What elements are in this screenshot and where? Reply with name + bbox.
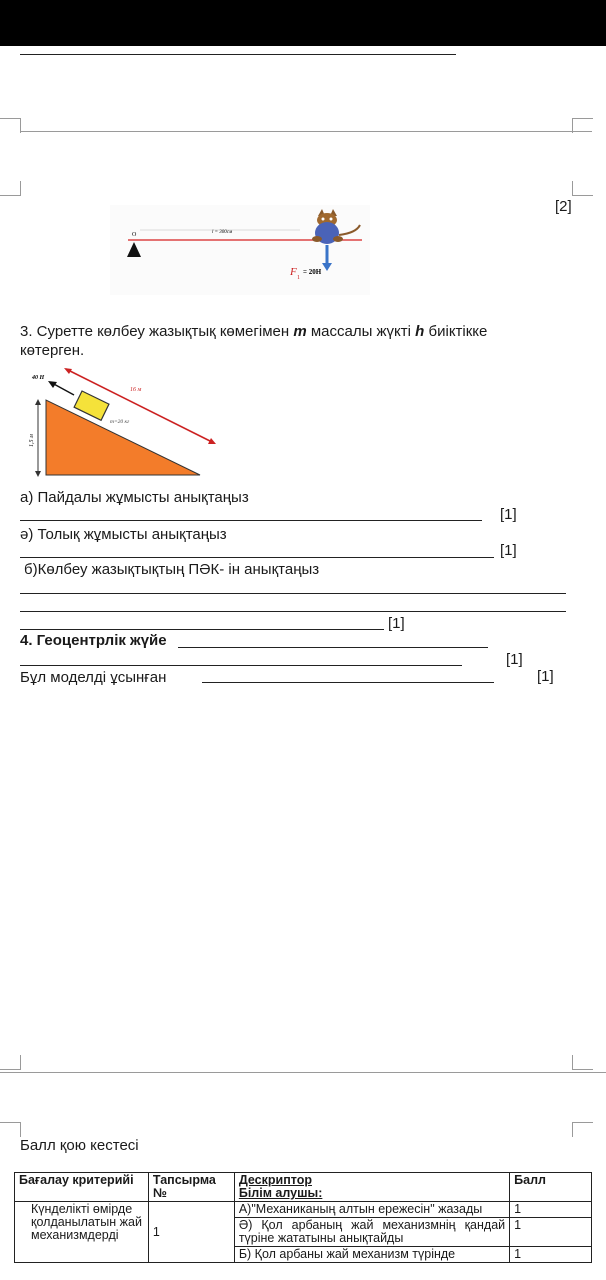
criteria-cell: Күнделікті өмірде қолданылатын жай механизмдерді xyxy=(15,1202,149,1263)
page-corner-mark xyxy=(0,1122,21,1137)
page-corner-mark xyxy=(572,1122,593,1137)
top-bar xyxy=(0,0,606,46)
answer-line-c3[interactable] xyxy=(20,629,384,630)
score-q2: [2] xyxy=(555,198,572,215)
label-length: 16 м xyxy=(130,387,142,393)
separator-line xyxy=(20,54,456,55)
score-cell: 1 xyxy=(510,1247,592,1263)
label-height: 1,5 м xyxy=(29,434,35,447)
force-symbol: F xyxy=(290,266,297,278)
pull-force-arrow xyxy=(52,383,74,395)
answer-line-a[interactable] xyxy=(20,520,482,521)
table-title: Балл қою кестесі xyxy=(20,1137,139,1154)
score-q4b: [1] xyxy=(537,668,554,685)
page-corner-mark xyxy=(0,118,21,133)
force-value: = 20Н xyxy=(303,268,322,276)
page-boundary-line xyxy=(0,1072,606,1073)
score-q3c: [1] xyxy=(388,615,405,632)
task-number-cell: 1 xyxy=(148,1202,234,1263)
score-cell: 1 xyxy=(510,1218,592,1247)
table-row xyxy=(15,1202,592,1218)
q3-part-c: б)Көлбеу жазықтықтың ПӘК- ін анықтаңыз xyxy=(24,561,320,578)
score-q3b: [1] xyxy=(500,542,517,559)
q4-title: 4. Геоцентрлік жүйе xyxy=(20,632,167,649)
symbol-h: h xyxy=(415,323,425,340)
criteria-table xyxy=(14,1172,592,1263)
label-o: O xyxy=(132,232,137,238)
incline-figure xyxy=(24,365,224,480)
answer-line-c1[interactable] xyxy=(20,593,566,594)
q3-part-a: а) Пайдалы жұмысты анықтаңыз xyxy=(20,489,249,506)
answer-line-q4-c[interactable] xyxy=(202,682,494,683)
force-subscript: 1 xyxy=(297,275,300,281)
lever-figure xyxy=(110,205,370,295)
answer-line-b[interactable] xyxy=(20,557,494,558)
page-corner-mark xyxy=(0,181,21,196)
label-mass: m=20 кг xyxy=(110,419,130,425)
table-header-row xyxy=(15,1173,592,1202)
header-task: Тапсырма № xyxy=(148,1173,234,1202)
descriptor-cell: А)"Механиканың алтын ережесін" жазады xyxy=(234,1202,509,1218)
page-corner-mark xyxy=(572,1055,593,1070)
answer-line-q4-b[interactable] xyxy=(20,665,462,666)
page-corner-mark xyxy=(572,118,593,133)
q3-text-line2: көтерген. xyxy=(20,342,85,359)
descriptor-cell: Ә) Қол арбаның жай механизмнің қандай түріне жататыны анықтайды xyxy=(234,1218,509,1247)
descriptor-cell: Б) Қол арбаны жай механизм түрінде xyxy=(234,1247,509,1263)
label-length: l = 300см xyxy=(212,230,233,235)
answer-line-c2[interactable] xyxy=(20,611,566,612)
incline-triangle xyxy=(46,400,200,475)
header-descriptor: Дескриптор Білім алушы: xyxy=(234,1173,509,1202)
page-corner-mark xyxy=(0,1055,21,1070)
q3-part-b: ә) Толық жұмысты анықтаңыз xyxy=(20,526,227,543)
score-q3a: [1] xyxy=(500,506,517,523)
header-score: Балл xyxy=(510,1173,592,1202)
page-boundary-line xyxy=(20,131,592,132)
q4-line2: Бұл моделді ұсынған xyxy=(20,669,167,686)
answer-line-q4-a[interactable] xyxy=(178,647,488,648)
symbol-m: m xyxy=(293,323,307,340)
label-force: 40 Н xyxy=(32,375,45,381)
q3-text-line1: 3. Суретте көлбеу жазықтық көмегімен m массалы жүкті h биіктікке xyxy=(20,323,488,340)
header-criteria: Бағалау критерийі xyxy=(15,1173,149,1202)
page-corner-mark xyxy=(572,181,593,196)
score-cell: 1 xyxy=(510,1202,592,1218)
score-q4a: [1] xyxy=(506,651,523,668)
